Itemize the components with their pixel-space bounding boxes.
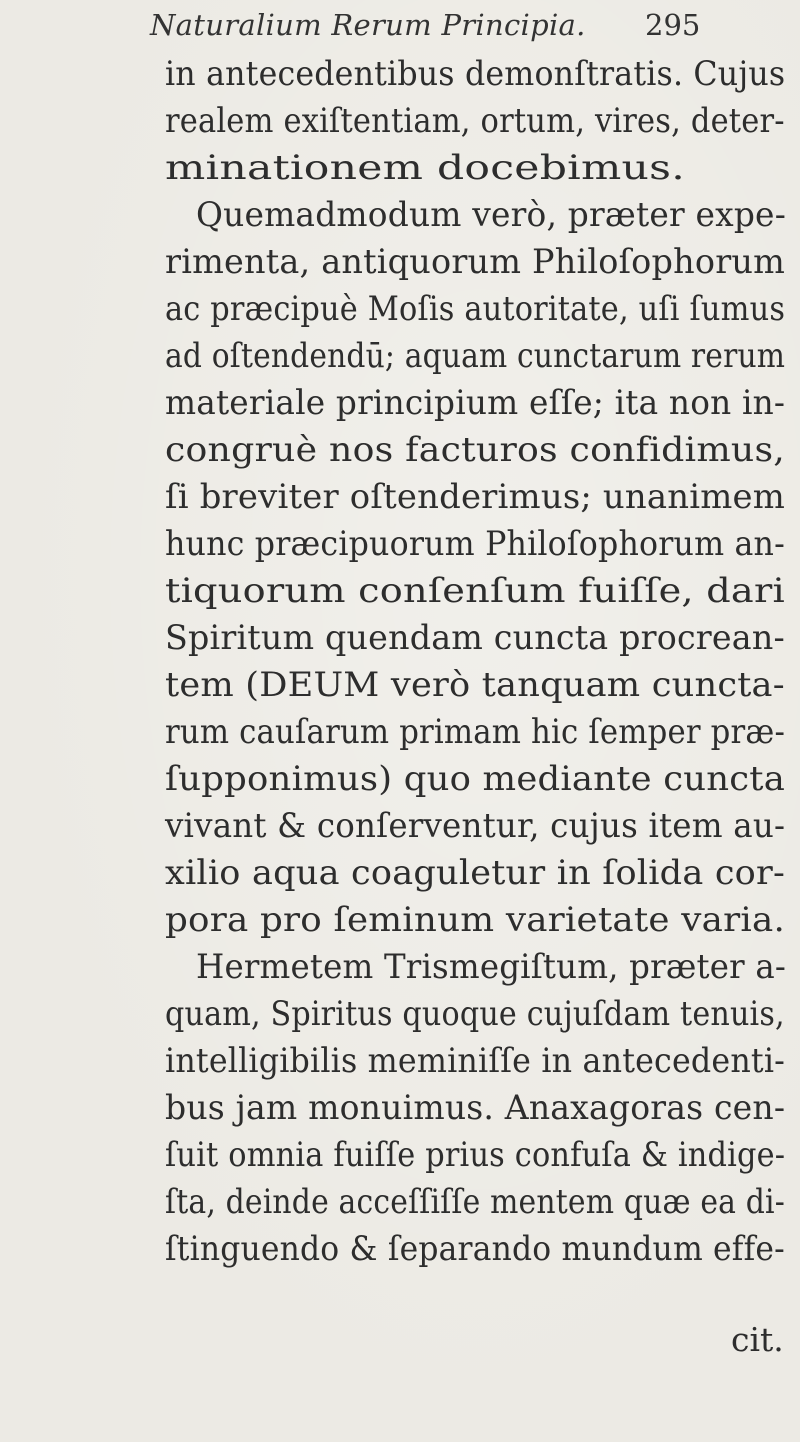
text-line: tiquorum conſenſum fuiſſe, dari: [165, 571, 785, 611]
text-line: ſuit omnia fuiſſe prius confuſa & indige-: [165, 1135, 786, 1175]
text-line: rum cauſarum primam hic ſemper præ-: [165, 712, 786, 752]
text-line: ſupponimus) quo mediante cuncta: [165, 759, 786, 799]
text-line: ac præcipuè Moſis autoritate, uſi ſumus: [165, 289, 786, 329]
text-line: realem exiſtentiam, ortum, vires, deter-: [165, 101, 785, 141]
text-line: ad oſtendendū; aquam cunctarum rerum: [165, 336, 786, 376]
text-line: Quemadmodum verò, præter expe-: [196, 195, 786, 235]
text-line: hunc præcipuorum Philoſophorum an-: [165, 524, 785, 564]
text-line: quam, Spiritus quoque cujuſdam tenuis,: [165, 994, 785, 1034]
page-header: [150, 8, 790, 48]
text-line: ſta, deinde acceſſiſſe mentem quæ ea di-: [165, 1182, 785, 1222]
catchword: cit.: [731, 1320, 784, 1359]
text-line: tem (DEUM verò tanquam cuncta-: [165, 665, 785, 705]
text-line: rimenta, antiquorum Philoſophorum: [165, 242, 786, 282]
running-head: Naturalium Rerum Principia.: [150, 8, 586, 42]
text-line: ſtinguendo & ſeparando mundum effe-: [165, 1229, 785, 1269]
text-line: Spiritum quendam cuncta procrean-: [165, 618, 785, 658]
text-line: congruè nos facturos confidimus,: [165, 430, 786, 470]
text-line: intelligibilis meminiſſe in antecedenti-: [165, 1041, 786, 1081]
text-line: xilio aqua coaguletur in ſolida cor-: [165, 853, 786, 893]
text-line: in antecedentibus demonſtratis. Cujus: [165, 54, 786, 94]
text-line: pora pro ſeminum varietate varia.: [165, 900, 786, 940]
text-line: vivant & conſerventur, cujus item au-: [165, 806, 786, 846]
page-number: 295: [645, 8, 701, 42]
text-line: materiale principium eſſe; ita non in-: [165, 383, 786, 423]
text-line: Hermetem Trismegiſtum, præter a-: [196, 947, 787, 987]
text-line: minationem docebimus.: [165, 148, 685, 188]
text-line: bus jam monuimus. Anaxagoras cen-: [165, 1088, 786, 1128]
text-line: ſi breviter oſtenderimus; unanimem: [165, 477, 786, 517]
